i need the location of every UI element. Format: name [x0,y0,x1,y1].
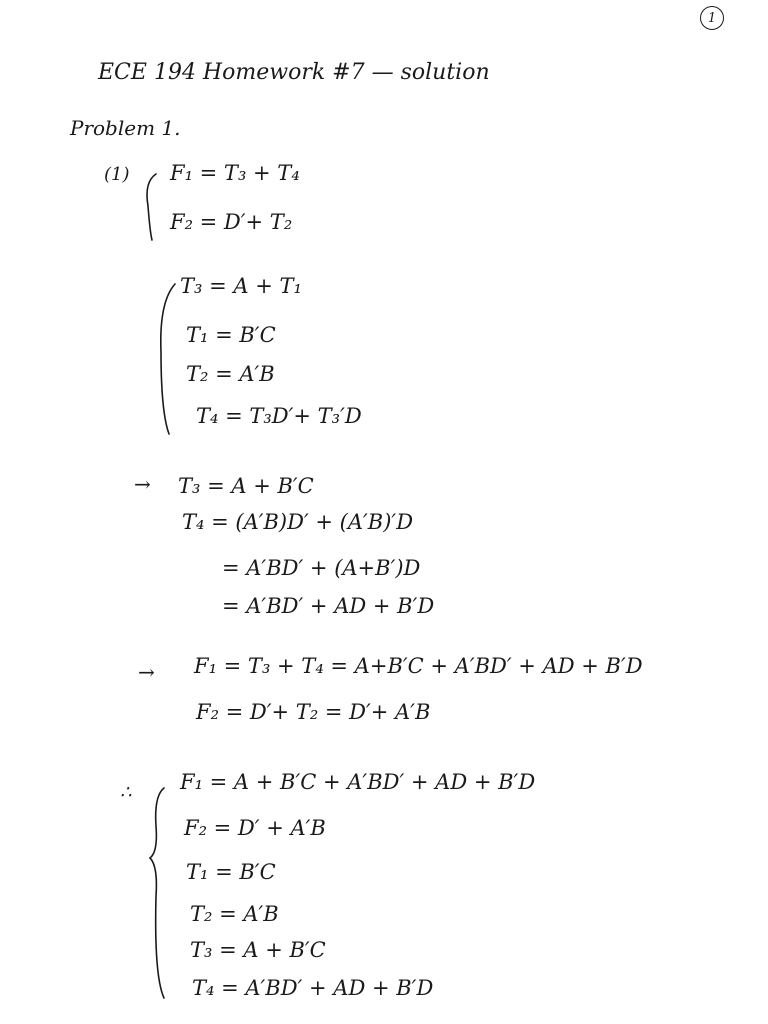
problem-label: Problem 1. [70,116,181,140]
result-f1: F₁ = T₃ + T₄ = A+B′C + A′BD′ + AD + B′D [194,654,643,678]
equation-t1-def: T₁ = B′C [186,323,276,347]
brace-group-2 [155,282,179,437]
brace-group-1 [140,172,160,242]
final-t4: T₄ = A′BD′ + AD + B′D [192,976,434,1000]
derivation-t4-line3: = A′BD′ + AD + B′D [222,594,435,618]
equation-f2-def: F₂ = D′+ T₂ [170,210,293,234]
page-number: 1 [700,6,724,30]
brace-final [146,786,170,1002]
derivation-t4-line1: T₄ = (A′B)D′ + (A′B)′D [182,510,414,534]
final-f2: F₂ = D′ + A′B [184,816,326,840]
equation-f1-def: F₁ = T₃ + T₄ [170,161,300,185]
final-t3: T₃ = A + B′C [190,938,326,962]
arrow-icon: → [134,472,151,496]
equation-t3-def: T₃ = A + T₁ [180,274,302,298]
derivation-t3: T₃ = A + B′C [178,474,314,498]
derivation-t4-line2: = A′BD′ + (A+B′)D [222,556,421,580]
part-label: (1) [104,164,130,185]
equation-t4-def: T₄ = T₃D′+ T₃′D [196,404,362,428]
result-f2: F₂ = D′+ T₂ = D′+ A′B [196,700,431,724]
final-f1: F₁ = A + B′C + A′BD′ + AD + B′D [180,770,536,794]
homework-title: ECE 194 Homework #7 — solution [98,60,490,85]
therefore-icon: ∴ [120,782,132,803]
final-t2: T₂ = A′B [190,902,279,926]
equation-t2-def: T₂ = A′B [186,362,275,386]
arrow-icon: → [138,660,155,684]
final-t1: T₁ = B′C [186,860,276,884]
